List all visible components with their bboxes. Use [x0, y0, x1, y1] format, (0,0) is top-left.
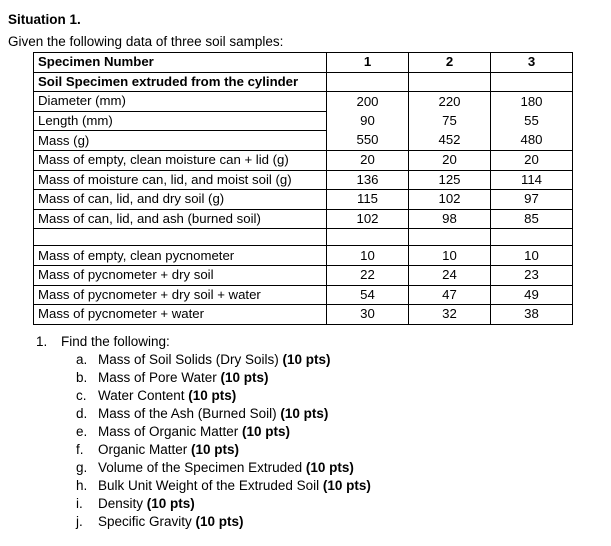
row-value-col-1: 550: [327, 131, 409, 151]
list-item: [76, 495, 371, 513]
row-label: Mass of can, lid, and ash (burned soil): [34, 209, 327, 229]
table-header-row: [34, 53, 573, 73]
item-points: (10 pts): [146, 496, 195, 511]
table-row: [34, 150, 573, 170]
row-value-col-1: 115: [327, 190, 409, 210]
row-value-col-2: 10: [409, 246, 491, 266]
table-row: [34, 170, 573, 190]
row-value-col-1: 136: [327, 170, 409, 190]
item-letter: b.: [76, 370, 88, 385]
row-label: Mass (g): [34, 131, 327, 151]
table-row: [34, 209, 573, 229]
header-col-2: 2: [409, 53, 491, 73]
row-value-col-2: 32: [409, 305, 491, 325]
row-value-col-1: 102: [327, 209, 409, 229]
row-value-col-1: 90: [327, 111, 409, 131]
list-item: [76, 387, 371, 405]
list-item: [76, 477, 371, 495]
list-item: [76, 351, 371, 369]
row-value-col-1: 54: [327, 285, 409, 305]
list-item: [76, 441, 371, 459]
header-label: Specimen Number: [34, 53, 327, 73]
row-value-col-2: 452: [409, 131, 491, 151]
row-value-col-2: 47: [409, 285, 491, 305]
list-item: [76, 513, 371, 531]
row-label: Mass of pycnometer + dry soil + water: [34, 285, 327, 305]
task-section: [36, 333, 371, 531]
item-letter: i.: [76, 496, 83, 511]
item-letter: h.: [76, 478, 88, 493]
row-value-col-1: 20: [327, 150, 409, 170]
intro-text: Given the following data of three soil samples:: [8, 34, 284, 49]
row-value-col-2: 24: [409, 265, 491, 285]
subheader-label: Soil Specimen extruded from the cylinder: [34, 72, 327, 92]
situation-heading: Situation 1.: [8, 12, 81, 27]
list-item: [76, 369, 371, 387]
item-text: Water Content: [98, 388, 189, 403]
row-value-col-3: 180: [491, 92, 573, 112]
row-value-col-3: 23: [491, 265, 573, 285]
item-text: Mass of Organic Matter: [98, 424, 243, 439]
item-text: Mass of Pore Water: [98, 370, 221, 385]
list-item: [76, 459, 371, 477]
row-value-col-2: 98: [409, 209, 491, 229]
row-label: Diameter (mm): [34, 92, 327, 112]
row-value-col-3: 480: [491, 131, 573, 151]
item-letter: a.: [76, 352, 88, 367]
header-col-1: 1: [327, 53, 409, 73]
row-value-col-3: 10: [491, 246, 573, 266]
item-points: (10 pts): [191, 442, 240, 457]
list-item: [76, 405, 371, 423]
row-value-col-2: 220: [409, 92, 491, 112]
table-row: [34, 111, 573, 131]
item-text: Bulk Unit Weight of the Extruded Soil: [98, 478, 323, 493]
row-label: Mass of moisture can, lid, and moist soil (g): [34, 170, 327, 190]
item-points: (10 pts): [282, 352, 331, 367]
item-letter: e.: [76, 424, 88, 439]
item-text: Density: [98, 496, 147, 511]
row-label: Mass of pycnometer + dry soil: [34, 265, 327, 285]
row-value-col-1: 200: [327, 92, 409, 112]
item-points: (10 pts): [220, 370, 269, 385]
item-points: (10 pts): [242, 424, 291, 439]
row-value-col-1: 22: [327, 265, 409, 285]
soil-data-table: [33, 52, 573, 325]
item-text: Specific Gravity: [98, 514, 196, 529]
task-title: Find the following:: [61, 334, 170, 349]
row-value-col-2: 75: [409, 111, 491, 131]
table-row: [34, 246, 573, 266]
task-list: [76, 351, 371, 531]
header-col-3: 3: [491, 53, 573, 73]
item-text: Organic Matter: [98, 442, 192, 457]
row-label: Mass of empty, clean moisture can + lid (g): [34, 150, 327, 170]
item-text: Mass of the Ash (Burned Soil): [98, 406, 281, 421]
table-spacer-row: [34, 229, 573, 246]
row-value-col-3: 49: [491, 285, 573, 305]
item-points: (10 pts): [280, 406, 329, 421]
row-label: Mass of pycnometer + water: [34, 305, 327, 325]
item-letter: j.: [76, 514, 83, 529]
item-points: (10 pts): [322, 478, 371, 493]
item-letter: f.: [76, 442, 84, 457]
table-row: [34, 265, 573, 285]
row-value-col-3: 55: [491, 111, 573, 131]
item-letter: c.: [76, 388, 87, 403]
table-row: [34, 285, 573, 305]
row-value-col-3: 38: [491, 305, 573, 325]
row-label: Mass of can, lid, and dry soil (g): [34, 190, 327, 210]
table-row: [34, 305, 573, 325]
item-letter: g.: [76, 460, 88, 475]
list-item: [76, 423, 371, 441]
item-letter: d.: [76, 406, 88, 421]
table-row: [34, 92, 573, 112]
row-value-col-2: 20: [409, 150, 491, 170]
item-points: (10 pts): [195, 514, 244, 529]
row-value-col-3: 114: [491, 170, 573, 190]
table-row: [34, 190, 573, 210]
table-subheader-row: [34, 72, 573, 92]
row-value-col-3: 97: [491, 190, 573, 210]
row-label: Mass of empty, clean pycnometer: [34, 246, 327, 266]
table-row: [34, 131, 573, 151]
task-number: 1.: [36, 334, 48, 349]
item-text: Mass of Soil Solids (Dry Soils): [98, 352, 283, 367]
item-text: Volume of the Specimen Extruded: [98, 460, 306, 475]
row-value-col-2: 102: [409, 190, 491, 210]
task-heading: [36, 333, 371, 351]
row-value-col-2: 125: [409, 170, 491, 190]
item-points: (10 pts): [188, 388, 237, 403]
row-value-col-1: 30: [327, 305, 409, 325]
row-value-col-1: 10: [327, 246, 409, 266]
row-value-col-3: 20: [491, 150, 573, 170]
row-label: Length (mm): [34, 111, 327, 131]
item-points: (10 pts): [305, 460, 354, 475]
row-value-col-3: 85: [491, 209, 573, 229]
